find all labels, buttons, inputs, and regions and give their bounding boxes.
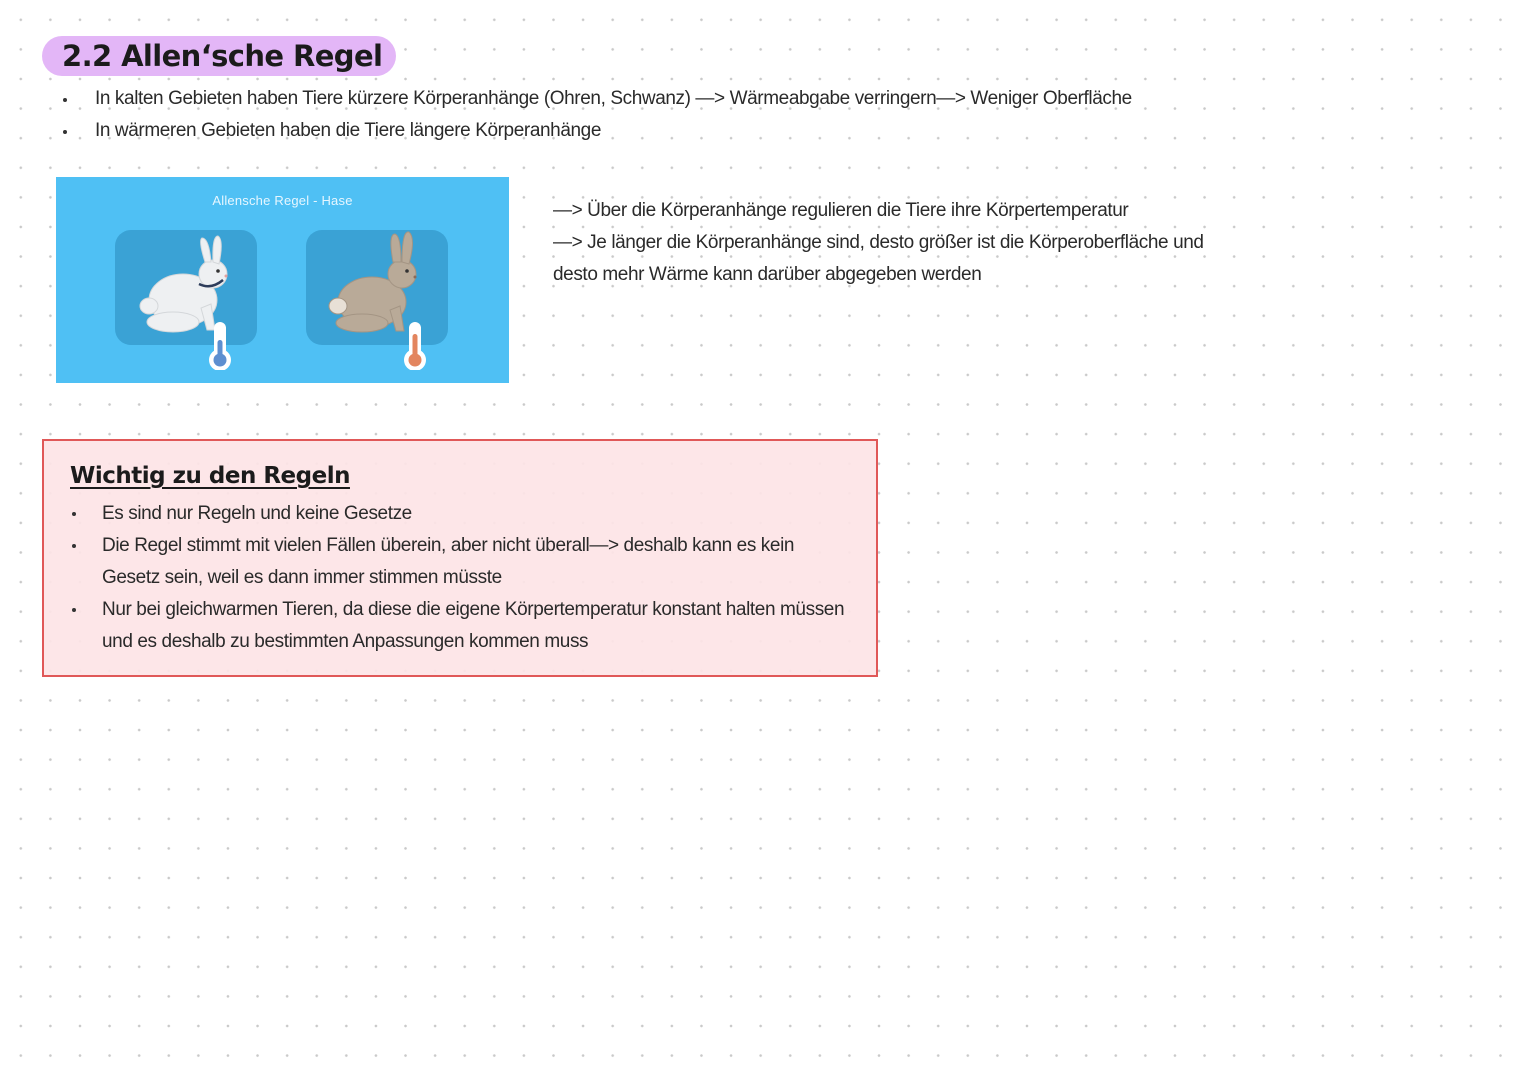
explanation-text bbox=[553, 195, 1213, 291]
bullet-text: Nur bei gleichwarmen Tieren, da diese die eigene Körpertemperatur konstant halten müssen und es deshalb zu bestimmten Anpassungen kommen muss bbox=[102, 599, 845, 652]
illustration-caption: Allensche Regel - Hase bbox=[212, 193, 353, 208]
bullet-icon bbox=[63, 130, 67, 134]
warm-hare-card bbox=[306, 230, 448, 345]
important-rules-box bbox=[42, 439, 878, 677]
bullet-text: Es sind nur Regeln und keine Gesetze bbox=[102, 503, 412, 524]
rule-bullet-list bbox=[58, 84, 1132, 148]
list-item bbox=[58, 84, 1132, 116]
cold-hare-card bbox=[115, 230, 257, 345]
bullet-text: In kalten Gebieten haben Tiere kürzere Körperanhänge (Ohren, Schwanz) —> Wärmeabgabe verringern—> Weniger Oberfläche bbox=[95, 88, 1132, 109]
white-hare-cold-thermometer-icon bbox=[115, 230, 257, 370]
explanation-line: —> Über die Körperanhänge regulieren die Tiere ihre Körpertemperatur bbox=[553, 200, 1129, 221]
section-title-highlight bbox=[42, 36, 396, 76]
bullet-icon bbox=[63, 98, 67, 102]
important-title: Wichtig zu den Regeln bbox=[70, 463, 350, 489]
list-item bbox=[68, 530, 848, 594]
list-item bbox=[68, 594, 848, 658]
bullet-icon bbox=[72, 544, 76, 548]
bullet-icon bbox=[72, 512, 76, 516]
list-item bbox=[68, 498, 848, 530]
important-bullet-list bbox=[68, 498, 848, 658]
bullet-text: In wärmeren Gebieten haben die Tiere längere Körperanhänge bbox=[95, 120, 601, 141]
bullet-icon bbox=[72, 608, 76, 612]
section-title: 2.2 Allen‘sche Regel bbox=[62, 39, 383, 73]
brown-hare-warm-thermometer-icon bbox=[306, 230, 448, 370]
bullet-text: Die Regel stimmt mit vielen Fällen überein, aber nicht überall—> deshalb kann es kein Gesetz sein, weil es dann immer stimmen müsste bbox=[102, 535, 795, 588]
list-item bbox=[58, 116, 1132, 148]
explanation-line: —> Je länger die Körperanhänge sind, desto größer ist die Körperoberfläche und desto mehr Wärme kann darüber abgegeben werden bbox=[553, 232, 1204, 285]
hare-illustration bbox=[56, 177, 509, 383]
